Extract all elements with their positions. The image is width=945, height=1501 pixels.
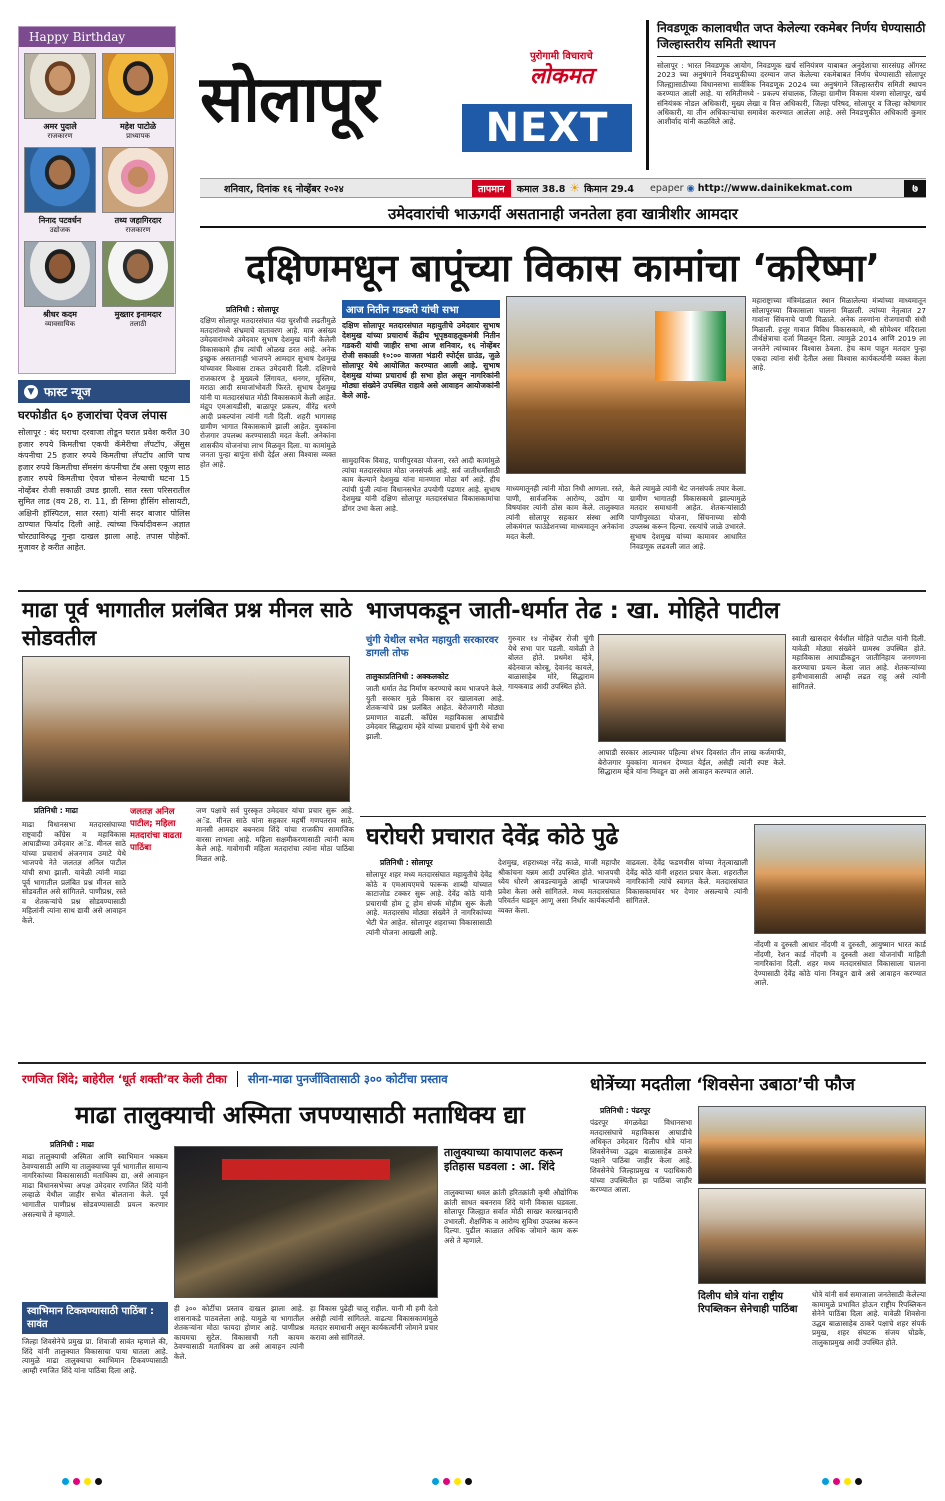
sawant-box-head: स्वाभिमान टिकवण्यासाठी पाठिंबा : सावंत <box>22 1302 168 1334</box>
person-role: प्राध्यापक <box>126 132 150 140</box>
person-name: मुख्तार इनामदार <box>114 310 162 319</box>
section-divider <box>18 1062 926 1064</box>
madha-taluka-col2: ही ३०० कोटींचा प्रस्ताव दाखल झाला आहे. शासनाकडे पाठवलेला आहे. यामुळे या भागातील शेतकऱ्यांना मोठा फायदा होणार आहे. पाणीप्रश्न कायमचा सुटेल. विकासाची गती कायम ठेवण्यासाठी मताधिक्य द्या असे आवाहन त्यांनी केले. <box>174 1304 304 1361</box>
shinde-side-body: तालुक्याच्या धवल क्रांती हरितक्रांती कृषी औद्योगिक क्रांती साधत बबनराव शिंदे यांनी विकास घडवला. सोलापूर जिल्ह्यात सर्वात मोठी साखर कारखानदारी उभारली. शैक्षणिक व आरोग्य सुविधा उपलब्ध करून दिल्या. पुढील काळात अधिक जोमाने काम करू असे ते म्हणाले. <box>444 1188 578 1245</box>
madha-taluka-byline: प्रतिनिधी : माढा <box>50 1140 94 1149</box>
black-dot <box>95 1478 102 1485</box>
temp-min: किमान 29.4 <box>584 183 635 195</box>
avatar <box>24 147 96 213</box>
birthday-title: Happy Birthday <box>19 27 175 47</box>
lead-headline: दक्षिणमधून बापूंच्या विकास कामांचा ‘करिष्मा’ <box>245 246 881 290</box>
lead-col5: महाराष्ट्राच्या मंत्रिमंडळात स्थान मिळालेल्या मंत्र्यांच्या माध्यमातून सोलापूरच्या विकासाला चालना मिळाली. त्यांच्या नेतृत्वात 27 गावांना सिंचनाचे पाणी मिळाले. अनेक तरुणांना रोजगाराची संधी मिळाली. हत्तूर गावात विविध विकासकामे, श्री सोमेश्वर मंदिराला तीर्थक्षेत्राचा दर्जा मिळवून दिला. त्यामुळे 2014 आणि 2019 ला जनतेने त्यांच्यावर विश्वास ठेवला. हेच काम पाहून मतदार पुन्हा एकदा त्यांना संधी देतील असा विश्वास कार्यकर्त्यांनी व्यक्त केला आहे. <box>752 296 926 373</box>
print-marks-left <box>60 1470 104 1489</box>
section-divider <box>18 590 926 592</box>
kothe-col3: वाढवला. देवेंद्र फडणवीस यांच्या नेतृत्वाखाली देवेंद्र कोठे यांनी शहरात प्रचार केला. शहरातील नागरिकांनी त्यांचे स्वागत केले. मतदारसंघात विकासकामांवर भर देणार असल्याचे त्यांनी सांगितले. <box>626 858 748 906</box>
avatar <box>24 53 96 119</box>
globe-icon: ◉ <box>686 182 695 194</box>
masthead <box>200 46 640 176</box>
strap-bar <box>22 1068 578 1090</box>
gadkari-box-head: आज नितीन गडकरी यांची सभा <box>342 300 500 318</box>
kothe-headline: घरोघरी प्रचारात देवेंद्र कोठे पुढे <box>366 824 619 850</box>
section-divider <box>360 816 926 817</box>
madha-east-headline: माढा पूर्व भागातील प्रलंबित प्रश्न मीनल साठे सोडवतील <box>22 598 352 650</box>
cyan-dot <box>822 1478 829 1485</box>
birthday-person <box>24 53 96 141</box>
print-marks-center <box>430 1470 474 1489</box>
lead-byline: प्रतिनिधी : सोलापूर <box>226 305 279 314</box>
lead-col2: सामुदायिक विवाह, पाणीपुरवठा योजना, रस्ते आदी कामांमुळे त्यांचा मतदारसंघात मोठा जनसंपर्क आहे. सर्व जातीधर्मांसाठी काम केल्याने देशमुख यांना मानणारा मोठा वर्ग आहे. हीच त्यांची पुंजी त्यांना विधानसभेत उपयोगी पडणार आहे. सुभाष देशमुख यांनी दक्षिण सोलापूर मतदारसंघात विकासकामांचा डोंगर उभा केला आहे. <box>342 456 500 513</box>
masthead-city: सोलापूर <box>200 63 379 137</box>
dhotre-side-head: दिलीप धोत्रे यांना राष्ट्रीय रिपब्लिकन सेनेचाही पाठिंबा <box>698 1291 798 1315</box>
kothe-photo <box>754 824 926 934</box>
lead-col3: माध्यमातूनही त्यांनी मोठा निधी आणला. रस्ते, पाणी, सार्वजनिक आरोग्य, उद्योग या विषयांवर त्यांनी ठोस काम केले. तालुक्यात त्यांनी सोलापूर सहकार संस्था आणि लोकमंगल फाउंडेशनच्या माध्यमातून अनेकांना मदत केली. <box>506 484 624 541</box>
madha-taluka-col3: हा विकास पुढेही चालू राहील. यानी मी हमी देतो असेही त्यांनी सांगितले. वाढत्या विकासकामांमुळे मतदार समाधानी असून कार्यकर्त्यांनी जोमाने प्रचार करावा असे सांगितले. <box>310 1304 438 1342</box>
birthday-person <box>24 147 96 235</box>
brief-headline: निवडणूक कालावधीत जप्त केलेल्या रकमेबर निर्णय घेण्यासाठी जिल्हास्तरीय समिती स्थापन <box>657 21 926 51</box>
next-logo <box>462 104 632 152</box>
fast-news-headline: घरफोडीत ६० हजारांचा ऐवज लंपास <box>18 408 167 422</box>
bjp-caste-col1: जाती धर्मात तेढ निर्माण करण्याचे काम भाजपने केले. युती सरकार मुळे विकास दर खालावला आहे. शेतकऱ्यांचे प्रश्न प्रलंबित आहेत. बेरोजगारी मोठ्या प्रमाणात वाढली. काँग्रेस महाविकास आघाडीचे उमेदवार सिद्धाराम म्हेत्रे यांच्या प्रचारार्थ चुंगी येथे सभा झाली. <box>366 684 504 741</box>
dhotre-body: पंढरपूर मंगळवेढा विधानसभा मतदारसंघाचे महाविकास आघाडीचे अधिकृत उमेदवार दिलीप धोत्रे यांना शिवसेनेच्या उद्धव बाळासाहेब ठाकरे पक्षाने पाठिंबा जाहीर केला आहे. शिवसेनेचे जिल्हाप्रमुख व पदाधिकारी यांच्या उपस्थितीत हा पाठिंबा जाहीर करण्यात आला. <box>590 1118 692 1195</box>
bjp-caste-col2: गुरुवार १४ नोव्हेंबर रोजी चुंगी येथे सभा पार पडली. यावेळी ते बोलत होते. प्रथमेश म्हेत्रे, बंदेनवाज कोरबू, देवानंद कायले, बाळासाहेब मोरे, सिद्धाराम गायकवाड आदी उपस्थित होते. <box>508 634 594 691</box>
sawant-box-body: जिल्हा शिवसेनेचे प्रमुख प्रा. शिवाजी सावंत म्हणाले की, शिंदे यांनी तालुक्यात विकासाचा पाया घातला आहे. त्यामुळे माढा तालुक्याचा स्वाभिमान टिकवण्यासाठी आम्ही रणजित शिंदे यांना पाठिंबा दिला आहे. <box>22 1337 168 1375</box>
dhotre-side-body: धोत्रे यांनी सर्व समाजाला जनतेसाठी केलेल्या कामामुळे प्रभावित होऊन राष्ट्रीय रिपब्लिकन सेनेने पाठिंबा दिला आहे. यावेळी शिवसेना उद्धव बाळासाहेब ठाकरे पक्षाचे शहर संपर्क प्रमुख, शहर संघटक संजय घोडके, तालुकाप्रमुख आदी उपस्थित होते. <box>812 1290 926 1347</box>
madha-side-head: जलतज्ञ अनिल पाटील; महिला मतदारांचा वाढता पाठिंबा <box>130 807 182 853</box>
person-role: उद्योजक <box>49 226 71 234</box>
birthday-person <box>102 241 174 329</box>
dhotre-photo-bottom <box>698 1188 926 1284</box>
magenta-dot <box>443 1478 450 1485</box>
kothe-byline: प्रतिनिधी : सोलापूर <box>380 858 433 867</box>
top-right-brief <box>646 20 926 170</box>
person-name: महेश पाटोळे <box>119 122 157 131</box>
lead-col4: केले त्यामुळे त्यांनी थेट जनसंपर्क तयार केला. ग्रामीण भागातही विकासकामे झाल्यामुळे मतदार समाधानी आहेत. शेतकऱ्यांसाठी पाणीपुरवठा योजना, सिंचनाच्या सोयी उपलब्ध करून दिल्या. रस्त्यांचे जाळे उभारले. सुभाष देशमुख यांच्या कामावर आधारित निवडणूक लढवली जात आहे. <box>630 484 746 551</box>
bjp-caste-byline: तालुकाप्रतिनिधी : अक्कलकोट <box>366 672 449 681</box>
lead-col1: दक्षिण सोलापूर मतदारसंघात यंदा चुरशीची लढतीमुळे मतदारांमध्ये संभ्रमाचे वातावरण आहे. मात्र असंख्य उमेदवारांमध्ये उमेदवार सुभाष देशमुख यांनी केलेली विकासकामे हीच त्यांची ओळख ठरत आहे. अनेक इच्छुक असतानाही भाजपने आमदार सुभाष देशमुख यांच्यावर विश्वास टाकत उमेदवारी दिली. दक्षिणचे राजकारण हे मुख्यत्वे लिंगायत, धनगर, मुस्लिम, मराठा आदी समाजांभोवती फिरते. सुभाष देशमुख यांनी या मतदारसंघात मोठी विकासकामे केली आहेत. मंद्रुप एमआयडीसी, बाळापूर प्रकल्प, वीरेंद्र धरणे आदी प्रकल्पांना त्यांनी गती दिली. शहरी भागासह ग्रामीण भागात विकासकामे झाली आहेत. युवकांना रोजगार उपलब्ध करण्यासाठी मदत केली. अनेकांना शासकीय योजनांचा लाभ मिळवून दिला. या कामांमुळे जनता पुन्हा बापूंना संधी देईल असा विश्वास व्यक्त होत आहे. <box>200 316 336 469</box>
epaper-label: epaper <box>650 182 684 194</box>
black-dot <box>465 1478 472 1485</box>
strap-2: सीना-माढा पुनर्जीवितासाठी ३०० कोटींचा प्रस्ताव <box>247 1071 448 1086</box>
birthday-person <box>102 53 174 141</box>
cyan-dot <box>62 1478 69 1485</box>
person-name: अमर पुदाले <box>43 122 77 131</box>
cyan-dot <box>432 1478 439 1485</box>
person-name: निनाद पटवर्धन <box>38 216 82 225</box>
gadkari-box <box>342 300 500 450</box>
birthday-person <box>24 241 96 329</box>
website-link[interactable]: http://www.dainikekmat.com <box>697 182 853 194</box>
madha-taluka-body: माढा तालुक्याची अस्मिता आणि स्वाभिमान भक्कम ठेवण्यासाठी आणि या तालुक्याच्या पूर्व भागातील सामान्य नागरिकांच्या विकासासाठी मताधिक्य द्या, असे आवाहन माढा विधानसभेच्या अपक्ष उमेदवार रणजित शिंदे यांनी लव्हाळे येथील जाहीर सभेत बोलताना केले. पूर्व भागातील पाणीप्रश्न सोडवण्यासाठी प्रयत्न करणार असल्याचे ते म्हणाले. <box>22 1152 168 1219</box>
temp-max: कमाल 38.8 <box>516 183 566 195</box>
magenta-dot <box>73 1478 80 1485</box>
person-name: श्रीधर कदम <box>43 310 77 319</box>
bjp-caste-col4: आघाडी सरकार आल्यावर पहिल्या शंभर दिवसांत तीन लाख कर्जमाफी, बेरोजगार युवकांना मानधन देण्यात येईल, असेही त्यांनी स्पष्ट केले. सिद्धाराम म्हेत्रे यांना निवडून द्या असे आवाहन करण्यात आले. <box>598 748 786 777</box>
page-number: ७ <box>904 180 926 197</box>
magenta-dot <box>833 1478 840 1485</box>
issue-date: शनिवार, दिनांक १६ नोव्हेंबर २०२४ <box>224 183 344 195</box>
masthead-brand: लोकमत <box>530 64 594 89</box>
next-logo-text: NEXT <box>485 105 609 151</box>
madha-east-photo <box>22 656 350 802</box>
bjp-caste-photo <box>598 634 786 742</box>
dhotre-headline: धोत्रेंच्या मदतीला ‘शिवसेना उबाठा’ची फौज <box>590 1075 855 1095</box>
avatar <box>102 53 174 119</box>
bjp-caste-headline: भाजपकडून जाती-धर्मात तेढ : खा. मोहिते पाटील <box>366 598 780 624</box>
strap-separator <box>237 1071 238 1087</box>
kothe-col1: सोलापूर शहर मध्य मतदारसंघात महायुतीचे देवेंद्र कोठे व एमआयएमचे फारूक शाब्दी यांच्यात काटाजोड टक्कर सुरू आहे. देवेंद्र कोठे यांनी प्रचाराची होम टू होम संपर्क मोहीम सुरू केली आहे. मतदारसंघ मोठ्या संख्येने ते नागरिकांच्या भेटी घेत आहेत. सोलापूर शहराच्या विकासासाठी त्यांनी योजना आखली आहे. <box>366 870 492 937</box>
fast-news-body: सोलापूर : बंद घराचा दरवाजा तोडून घरात प्रवेश करीत 30 हजार रुपये किमतीचा एकपी कॅमेरीचा लॅपटॉप, ॲसुस कंपनीचा 25 हजार रुपये किमतीचा लॅपटॉप आणि पाच हजार रुपये किमतीचा सॅमसंग कंपनीचा टॅब असा एकूण साठ हजार रुपये किमतीचा ऐवज चोरून नेल्याची घटना 15 नोव्हेंबर रोजी सकाळी उघड झाली. सात रस्ता परिसरातील सुमित लाड (वय 28, रा. 11, डी सिग्मा हौसिंग सोसायटी, अक्षिनी हॉस्पिटल, सात रस्ता) यांनी सदर बाजार पोलिस ठाण्यात फिर्याद दिली आहे. त्यांच्या फिर्यादीवरून अज्ञात चोरट्याविरुद्ध गुन्हा दाखल झाला आहे. तपास पोहेकॉ. मुजावर हे करीत आहेत. <box>18 428 190 552</box>
brief-body: सोलापूर : भारत निवडणूक आयोग, निवडणूक खर्च संनियंत्रण याबाबत अनुदेशाचा सारसंग्रह ऑगस्ट 2023 च्या अनुषंगाने निवडणुकीच्या दरम्यान जप्त केलेल्या रकमेबाबत निर्णय घेण्यासाठी सोलापूर जिल्ह्यासाठीच्या विधानसभा सार्वत्रिक निवडणूक 2024 च्या अनुषंगाने जिल्हास्तरीय समिती स्थापन करण्यात आली आहे. या समितीमध्ये - प्रकल्प संचालक, जिल्हा ग्रामीण विकास यंत्रणा सोलापूर, खर्च संनियंत्रक नोडल अधिकारी, मुख्य लेखा व वित्त अधिकारी, जिल्हा परिषद, सोलापूर व जिल्हा कोषागार अधिकारी, या तीन अधिकाऱ्यांचा समावेश करण्यात आलेला आहे. असे निवडणुकीत अधिकारी कुमार आशीर्वाद यांनी कळविले आहे. <box>657 61 926 127</box>
black-dot <box>855 1478 862 1485</box>
madha-east-body: माढा विधानसभा मतदारसंघाच्या राष्ट्रवादी काँग्रेस व महाविकास आघाडीच्या उमेदवार अॅड. मीनल साठे यांच्या प्रचारार्थ अंजनगाव उमाटे येथे भाजपचे नेते जलतज्ञ अनिल पाटील यांची सभा झाली. यावेळी त्यांनी माढा पूर्व भागातील प्रलंबित प्रश्न मीनल साठे सोडवतील असे सांगितले. पाणीप्रश्न, रस्ते व शेतकऱ्यांचे प्रश्न सोडवण्यासाठी महिलांनी त्यांना साथ द्यावी असे आवाहन केले. <box>22 820 126 925</box>
person-role: तलाठी <box>129 320 147 328</box>
lead-kicker: उमेदवारांची भाऊगर्दी असतानाही जनतेला हवा खात्रीशीर आमदार <box>388 205 738 223</box>
print-marks-right <box>820 1470 864 1489</box>
dhotre-photo-top <box>698 1106 926 1184</box>
kothe-col2: देशमुख, शहराध्यक्ष नरेंद्र काळे, माजी महापौर श्रीकांचना यन्नम आदी उपस्थित होते. भाजपची ध्येय धोरणे आवडल्यामुळे आम्ही भाजपमध्ये प्रवेश केला असे सांगितले. मध्य मतदारसंघात परिवर्तन घडवून आणू असा निर्धार कार्यकर्त्यांनी व्यक्त केला. <box>498 858 620 915</box>
yellow-dot <box>84 1478 91 1485</box>
divider <box>657 56 926 57</box>
masthead-tagline: पुरोगामी विचाराचे <box>530 51 593 62</box>
madha-east-byline: प्रतिनिधी : माढा <box>34 806 78 815</box>
gadkari-box-body: दक्षिण सोलापूर मतदारसंघात महायुतीचे उमेदवार सुभाष देशमुख यांच्या प्रचारार्थ केंद्रीय भूपृष्ठवाहतूकमंत्री नितीन गडकरी यांची जाहीर सभा आज शनिवार, १६ नोव्हेंबर रोजी सकाळी १०:०० वाजता भंडारी स्पोर्ट्स ग्राउंड, जुळे सोलापूर येथे आयोजित करण्यात आली आहे. सुभाष देशमुख यांच्या प्रचारार्थ ही सभा होत असून नागरिकांनी मोठ्या संख्येने उपस्थित राहावे असे आवाहन आयोजकांनी केले आहे. <box>342 321 500 400</box>
dhotre-byline: प्रतिनिधी : पंढरपूर <box>600 1106 651 1115</box>
person-role: राजकारण <box>125 226 151 234</box>
avatar <box>24 241 96 307</box>
sun-icon: ☀ <box>569 181 581 195</box>
fast-news-label: फास्ट न्यूज <box>44 385 91 399</box>
strap-1: रणजित शिंदे; बाहेरील ‘धूर्त शक्ती’वर केली टीका <box>22 1071 227 1086</box>
person-name: तथ्य जहागिरदार <box>114 216 162 225</box>
lead-photo <box>506 296 746 474</box>
avatar <box>102 241 174 307</box>
yellow-dot <box>454 1478 461 1485</box>
person-role: व्यावसायिक <box>45 320 75 328</box>
avatar <box>102 147 174 213</box>
bjp-side-head: चुंगी येथील सभेत महायुती सरकारवर डागली तोफ <box>366 635 499 659</box>
madha-taluka-headline: माढा तालुक्याची अस्मिता जपण्यासाठी मताधिक्य द्या <box>75 1101 525 1129</box>
yellow-dot <box>844 1478 851 1485</box>
madha-taluka-photo <box>174 1146 438 1298</box>
chevron-down-icon: ▼ <box>24 385 38 399</box>
date-strip <box>200 178 926 198</box>
temp-label: तापमान <box>472 180 511 197</box>
bjp-caste-col3: स्वाती खासदार धैर्यशील मोहिते पाटील यांनी दिली. यावेळी मोठ्या संख्येने ग्रामस्थ उपस्थित होते. महाविकास आघाडीकडून जातीनिहाय जनगणना करण्याचा प्रयत्न केला जात आहे. शेतकऱ्यांच्या हमीभावासाठी आम्ही लढत राहू असे त्यांनी सांगितले. <box>792 634 926 691</box>
kothe-col4: नोंदणी व दुरुस्ती आधार नोंदणी व दुरुस्ती, आयुष्मान भारत कार्ड नोंदणी, रेशन कार्ड नोंदणी व दुरुस्ती अशा योजनांची माहिती नागरिकांना दिली. शहर मध्य मतदारसंघात विकासाला चालना देण्यासाठी देवेंद्र कोठे यांना निवडून द्यावे असे आवाहन करण्यात आले. <box>754 940 926 988</box>
shinde-side-head: तालुक्याच्या कायापालट करून इतिहास घडवला : आ. शिंदे <box>444 1146 563 1173</box>
sawant-box <box>22 1302 168 1452</box>
birthday-person <box>102 147 174 235</box>
lead-rule <box>200 226 926 228</box>
madha-east-body2: जण पक्षाचे सर्व पुरस्कृत उमेदवार यांचा प्रचार सुरू आहे. अॅड. मीनल साठे यांना सहकार महर्षी गणपतराव साठे, मानसी आमदार बबनराव शिंदे यांचा राजकीय सामाजिक वारसा लाभला आहे. महिला सक्षमीकरणासाठी त्यांनी काम केले आहे. गावोगावी महिला मतदारांचा त्यांना मोठा पाठिंबा मिळत आहे. <box>196 806 354 863</box>
birthday-panel <box>18 26 176 374</box>
fast-news-label-bar <box>18 380 190 403</box>
person-role: राजकारण <box>47 132 73 140</box>
